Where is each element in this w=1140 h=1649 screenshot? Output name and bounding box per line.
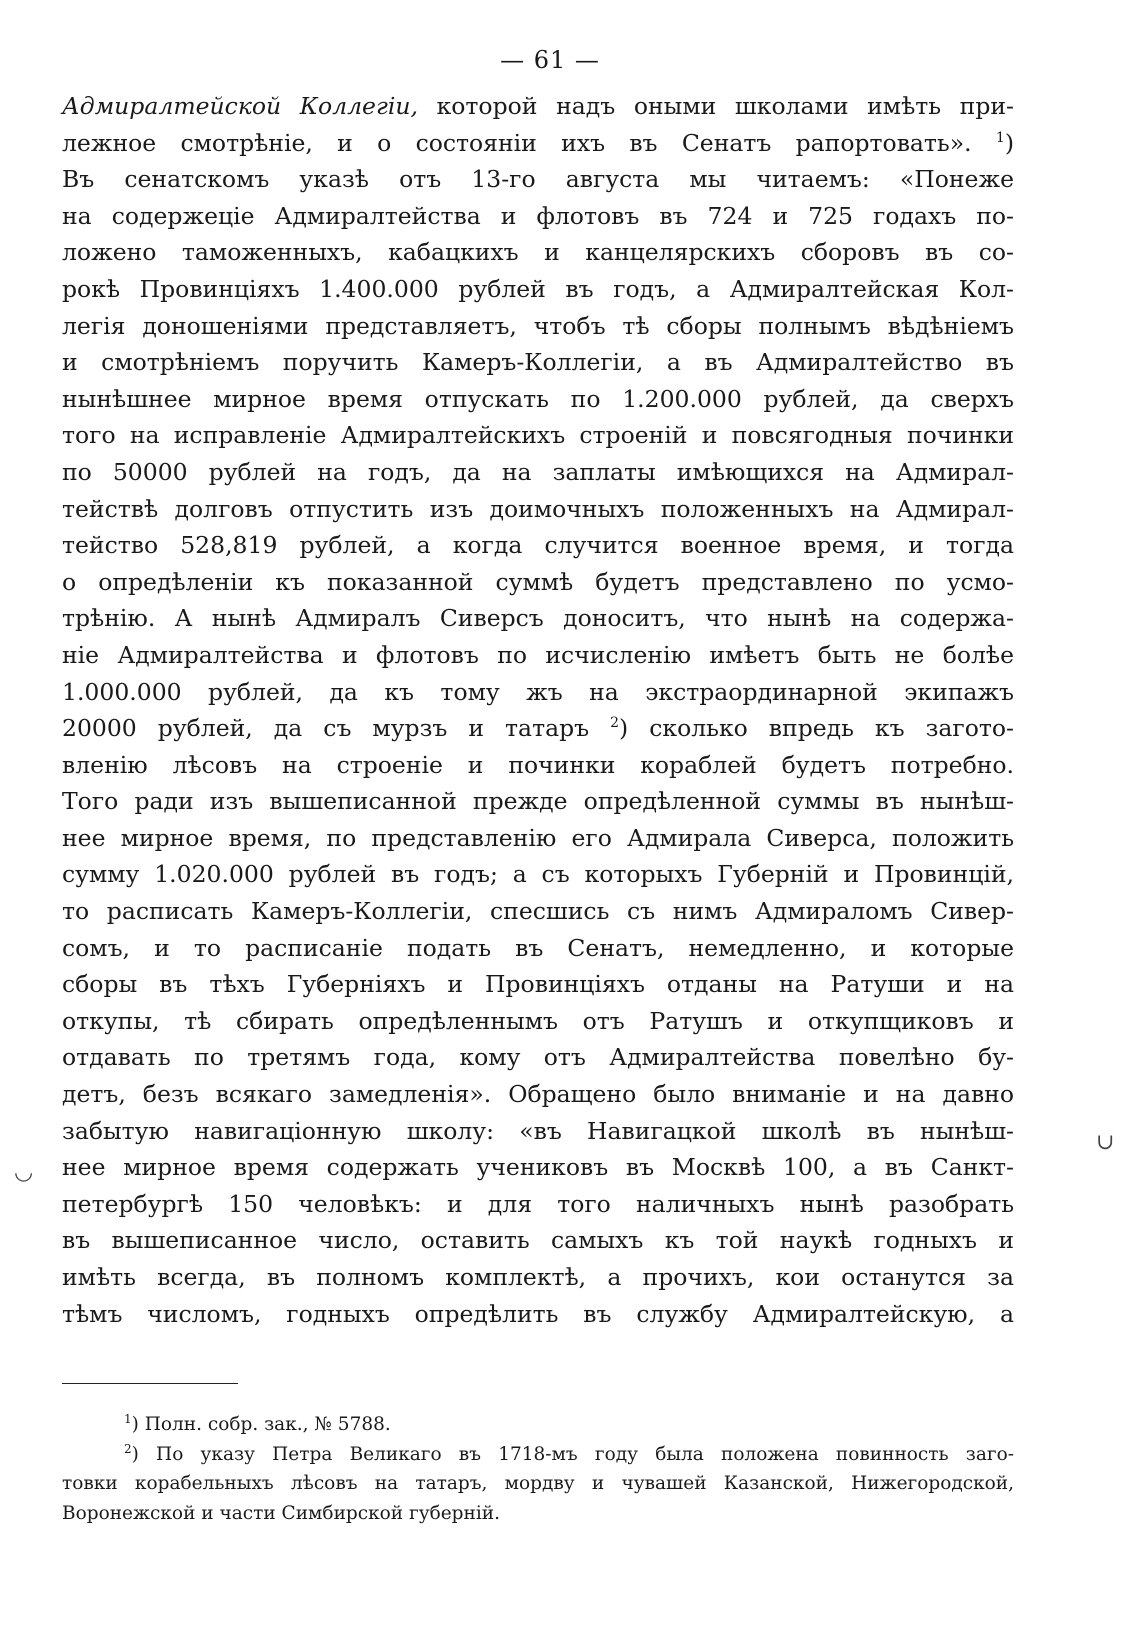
body-text bbox=[62, 88, 1014, 1332]
text-line: имѣть всегда, въ полномъ комплектѣ, а прочихъ, кои останутся за bbox=[62, 1263, 1014, 1291]
text-line: рокѣ Провинціяхъ 1.400.000 рублей въ годъ, а Адмиралтейская Кол- bbox=[62, 274, 1014, 303]
text-line bbox=[62, 88, 1014, 125]
text-line: детъ, безъ всякаго замедленія». Обращено было вниманіе и на давно bbox=[62, 1080, 1014, 1109]
footnote bbox=[62, 1410, 1014, 1440]
text-line bbox=[62, 125, 1014, 162]
text-line: тейство 528,819 рублей, а когда случится военное время, и тогда bbox=[62, 531, 1014, 560]
text-line: нынѣшнее мирное время отпускать по 1.200.000 рублей, да сверхъ bbox=[62, 384, 1014, 413]
text-line: то расписать Камеръ-Коллегіи, спесшись съ нимъ Адмираломъ Сивер- bbox=[62, 897, 1014, 926]
text-line: забытую навигаціонную школу: «въ Навигацкой школѣ въ нынѣш- bbox=[62, 1116, 1014, 1145]
line-text: которой надъ оными школами имѣть при- bbox=[417, 92, 1014, 120]
text-line: о опредѣленіи къ показанной суммѣ будетъ представлено по усмо- bbox=[62, 567, 1014, 596]
text-line: откупы, тѣ сбирать опредѣленнымъ отъ Ратушъ и откупщиковъ и bbox=[62, 1006, 1014, 1035]
text-line: на содержеціе Адмиралтейства и флотовъ въ 724 и 725 годахъ по- bbox=[62, 201, 1014, 230]
margin-scribble-icon: ∪ bbox=[1096, 1130, 1115, 1155]
page-number: — 61 — bbox=[500, 46, 600, 74]
text-line: сомъ, и то расписаніе подать въ Сенатъ, немедленно, и которые bbox=[62, 933, 1014, 962]
text-line: тействѣ долговъ отпустить изъ доимочныхъ положенныхъ на Адмирал- bbox=[62, 494, 1014, 523]
line-text: ) сколько впредь къ загото- bbox=[619, 714, 1014, 743]
text-line: вленію лѣсовъ на строеніе и починки кораблей будетъ потребно. bbox=[62, 750, 1014, 779]
text-line: въ вышеписанное число, оставить самыхъ къ той наукѣ годныхъ и bbox=[62, 1226, 1014, 1255]
text-line: ложено таможенныхъ, кабацкихъ и канцелярскихъ сборовъ въ со- bbox=[62, 238, 1014, 267]
text-line: петербургѣ 150 человѣкъ: и для того наличныхъ нынѣ разобрать bbox=[62, 1189, 1014, 1218]
text-line: отдавать по третямъ года, кому отъ Адмиралтейства повелѣно бу- bbox=[62, 1043, 1014, 1072]
footnote-continuation: товки корабельныхъ лѣсовъ на татаръ, мордву и чувашей Казанской, Нижегородской, bbox=[62, 1473, 1014, 1494]
footnote-marker: 1 bbox=[124, 1412, 132, 1426]
text-line: нее мирное время содержать учениковъ въ Москвѣ 100, а въ Санкт- bbox=[62, 1153, 1014, 1182]
footnote-text: ) Полн. собр. зак., № 5788. bbox=[131, 1414, 391, 1435]
line-text: 20000 рублей, да съ мурзъ и татаръ bbox=[62, 714, 590, 743]
text-line: легія доношеніями представляетъ, чтобъ тѣ сборы полнымъ вѣдѣніемъ bbox=[62, 311, 1014, 340]
footnote-ref: 1 bbox=[995, 129, 1005, 146]
text-line: тѣмъ числомъ, годныхъ опредѣлить въ службу Адмиралтейскую, а bbox=[62, 1299, 1014, 1328]
text-line: Того ради изъ вышеписанной прежде опредѣленной суммы въ нынѣш- bbox=[62, 787, 1014, 816]
footnote-continuation: Воронежской и части Симбирской губерній. bbox=[62, 1502, 500, 1524]
footnote bbox=[62, 1440, 1014, 1470]
text-line: Въ сенатскомъ указѣ отъ 13-го августа мы читаемъ: «Понеже bbox=[62, 165, 1014, 194]
text-line: и смотрѣніемъ поручить Камеръ-Коллегіи, а въ Адмиралтейство въ bbox=[62, 348, 1014, 377]
footnote-text: ) По указу Петра Великаго въ 1718-мъ году была положена повинность заго- bbox=[131, 1443, 1014, 1465]
italic-phrase: Адмиралтейской Коллегіи, bbox=[62, 92, 418, 120]
text-line: того на исправленіе Адмиралтейскихъ строеній и повсягодныя починки bbox=[62, 421, 1014, 450]
footnote-ref: 2 bbox=[610, 715, 620, 732]
text-line: 1.000.000 рублей, да къ тому жъ на экстраординарной экипажъ bbox=[62, 677, 1014, 706]
text-line: трѣнію. А нынѣ Адмиралъ Сиверсъ доноситъ, что нынѣ на содержа- bbox=[62, 604, 1014, 633]
line-text: ) bbox=[1004, 128, 1014, 157]
footnotes bbox=[62, 1410, 1014, 1528]
text-line: сумму 1.020.000 рублей въ годъ; а съ которыхъ Губерній и Провинцій, bbox=[62, 860, 1014, 889]
text-line: сборы въ тѣхъ Губерніяхъ и Провинціяхъ отданы на Ратуши и на bbox=[62, 970, 1014, 999]
text-line: по 50000 рублей на годъ, да на заплаты имѣющихся на Адмирал- bbox=[62, 457, 1014, 486]
footnote-marker: 2 bbox=[124, 1441, 132, 1456]
footnote-divider bbox=[62, 1383, 238, 1384]
text-line: ніе Адмиралтейства и флотовъ по исчисленію имѣетъ быть не болѣе bbox=[62, 640, 1014, 669]
text-line: нее мирное время, по представленію его Адмирала Сиверса, положить bbox=[62, 823, 1014, 852]
text-line bbox=[62, 710, 1014, 747]
margin-scribble-icon: ◡ bbox=[14, 1160, 34, 1185]
line-text: лежное смотрѣніе, и о состояніи ихъ въ Сенатъ рапортовать». bbox=[62, 128, 972, 157]
